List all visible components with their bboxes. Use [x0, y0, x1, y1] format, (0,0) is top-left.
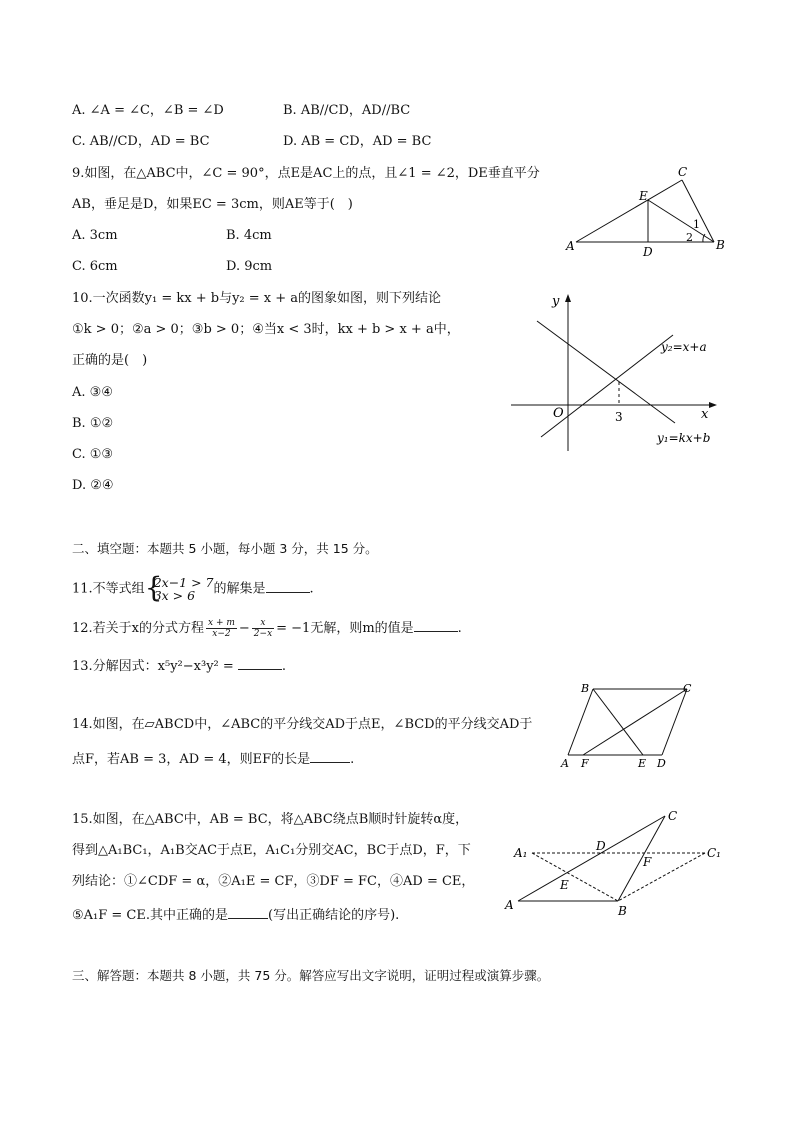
q10-option-a: A. ③④: [72, 385, 113, 400]
q11-row1: 2x−1 > 7: [153, 575, 214, 590]
q15-line3: 列结论：①∠CDF = α，②A₁E = CF，③DF = FC，④AD = CE，: [72, 874, 475, 889]
q10-label-tick: 3: [615, 410, 623, 424]
q15-label-f: F: [643, 855, 652, 869]
q10-line1: 10.一次函数y₁ = kx + b与y₂ = x + a的图象如图，则下列结论: [72, 291, 442, 306]
q9-option-c: C. 6cm: [72, 259, 118, 274]
q12-frac2-den: 2−x: [253, 629, 273, 639]
q15-side-a1b: [532, 853, 618, 901]
q14-label-b: B: [581, 682, 590, 695]
q15-label-d: D: [596, 839, 606, 853]
q10-graph-figure: [505, 285, 735, 455]
q11-prefix: 11.不等式组: [72, 581, 145, 597]
q10-line2: ①k > 0；②a > 0；③b > 0；④当x < 3时，kx + b > x + a中，: [72, 322, 460, 337]
q14-parallelogram-figure: [555, 680, 705, 772]
q12-rest: = −1无解，则m的值是: [276, 621, 414, 636]
q9-label-d: D: [643, 245, 653, 259]
q10-option-c: C. ①③: [72, 447, 114, 462]
q15-line2: 得到△A₁BC₁，A₁B交AC于点E，A₁C₁分别交AC，BC于点D，F，下: [72, 843, 471, 858]
q9-label-a: A: [566, 239, 575, 253]
q15-line1: 15.如图，在△ABC中，AB = BC，将△ABC绕点B顺时针旋转α度，: [72, 812, 469, 827]
q14-label-c: C: [683, 682, 692, 695]
q15-answer-blank: [228, 904, 268, 919]
q14-label-f: F: [581, 757, 589, 770]
q12-fraction-2: [252, 618, 274, 639]
q11-brace: {: [144, 571, 163, 604]
q9-label-e: E: [639, 189, 648, 203]
q15-line4-end: (写出正确结论的序号).: [268, 908, 400, 923]
q10-x-arrow: [709, 402, 717, 408]
q10-option-d: D. ②④: [72, 478, 114, 493]
q8-option-d: D. AB = CD，AD = BC: [283, 134, 432, 149]
q15-line4: ⑤A₁F = CE.其中正确的是: [72, 908, 229, 923]
q10-label-y: y: [552, 294, 560, 309]
q10-option-b: B. ①②: [72, 416, 114, 431]
q15-label-a1: A₁: [514, 846, 528, 860]
q14-label-a: A: [561, 757, 569, 770]
q14-label-e: E: [638, 757, 647, 770]
q12-frac1-num: x + m: [208, 618, 235, 628]
q14-line2-wrap: [72, 748, 354, 769]
q15-label-b: B: [618, 904, 627, 918]
q15-label-a: A: [505, 898, 514, 912]
q15-label-c: C: [668, 809, 678, 823]
q9-line1: 9.如图，在△ABC中，∠C = 90°，点E是AC上的点，且∠1 = ∠2，DE垂直平分: [72, 166, 540, 181]
q12-frac2-num: x: [252, 618, 274, 629]
q8-option-a: A. ∠A = ∠C，∠B = ∠D: [72, 103, 224, 118]
q10-y-arrow: [565, 294, 571, 302]
q9-triangle-figure: [560, 160, 735, 265]
q10-label-line1: y₁=kx+b: [657, 431, 711, 445]
q14-line2: 点F，若AB = 3，AD = 4，则EF的长是: [72, 752, 311, 767]
q8-option-c: C. AB//CD，AD = BC: [72, 134, 210, 149]
q11-suffix: 的解集是: [213, 581, 266, 597]
q12-prefix: 12.若关于x的分式方程: [72, 621, 205, 636]
q11-answer-blank: [266, 578, 310, 593]
section-2-heading: 二、填空题：本题共 5 小题，每小题 3 分，共 15 分。: [72, 541, 378, 556]
q10-label-line2: y₂=x+a: [661, 340, 707, 354]
q14-side-cd: [662, 689, 687, 755]
q10-line-y2: [541, 335, 673, 437]
q15-label-c1: C₁: [707, 846, 721, 860]
q15-line4-wrap: [72, 904, 399, 925]
q14-side-ab: [568, 689, 593, 755]
q13-end: .: [281, 659, 287, 674]
q11-row2: 3x > 6: [153, 588, 196, 603]
q12-end: .: [457, 621, 462, 636]
q11-line: [72, 571, 314, 604]
q12-line: [72, 617, 462, 640]
q10-line3: 正确的是( ): [72, 353, 148, 368]
q13-text: 13.分解因式：x⁵y²−x³y² =: [72, 659, 238, 674]
q9-line2: AB，垂足是D，如果EC = 3cm，则AE等于( ): [72, 197, 353, 212]
q12-fraction-1: [206, 618, 237, 639]
q15-label-e: E: [560, 878, 569, 892]
q9-label-angle2: 2: [686, 231, 693, 244]
q14-line1: 14.如图，在▱ABCD中，∠ABC的平分线交AD于点E，∠BCD的平分线交AD于: [72, 717, 533, 732]
section-3-heading: 三、解答题：本题共 8 小题，共 75 分。解答应写出文字说明，证明过程或演算步骤。: [72, 968, 550, 983]
q9-label-angle1: 1: [693, 218, 700, 231]
q10-label-origin: O: [553, 406, 564, 421]
q9-label-b: B: [716, 238, 725, 252]
q8-option-b: B. AB//CD，AD//BC: [283, 103, 411, 118]
q14-answer-blank: [310, 748, 350, 763]
q15-rotation-figure: [500, 805, 735, 920]
q12-answer-blank: [414, 617, 458, 632]
q14-end: .: [350, 752, 355, 767]
q9-label-c: C: [678, 165, 688, 179]
q9-option-d: D. 9cm: [226, 259, 273, 274]
q14-label-d: D: [657, 757, 666, 770]
q12-frac1-den: x−2: [212, 629, 231, 639]
q9-option-a: A. 3cm: [72, 228, 118, 243]
q10-label-x: x: [701, 407, 709, 422]
q11-end: .: [309, 581, 314, 597]
q13-answer-blank: [238, 655, 282, 670]
q11-inequality-system: [144, 571, 214, 604]
q13-line: [72, 655, 286, 676]
q12-minus: −: [238, 621, 250, 636]
q9-option-b: B. 4cm: [226, 228, 272, 243]
